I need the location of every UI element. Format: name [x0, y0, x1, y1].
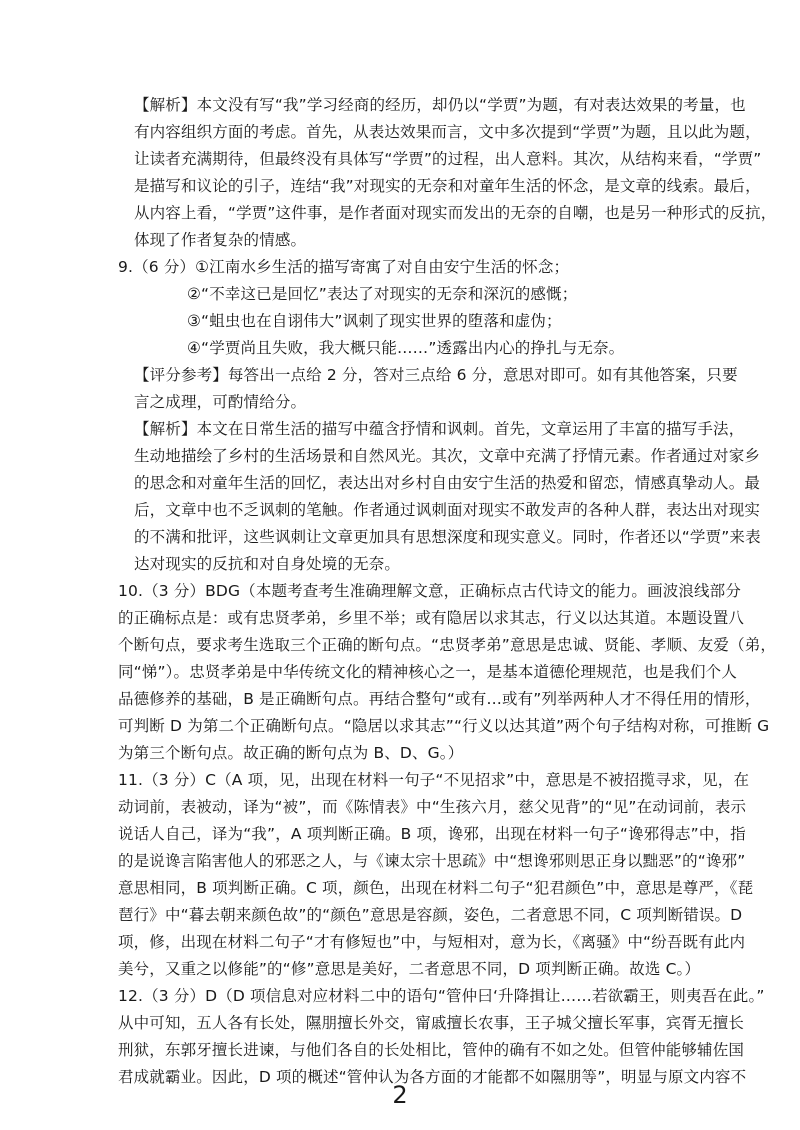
text-line: 言之成理，可酌情给分。: [134, 393, 307, 411]
text-line: 琶行》中“暮去朝来颜色故”的“颜色”意思是容颜，姿色，二者意思不同，C 项判断错误。D: [118, 906, 743, 924]
text-line: 的思念和对童年生活的回忆，表达出对乡村自由安宁生活的热爱和留恋，情感真挚动人。最: [134, 474, 761, 492]
text-line: 说话人自己，译为“我”，A 项判断正确。B 项，谗邪，出现在材料一句子“谗邪得志”中，指: [118, 825, 746, 843]
text-line: 刑狱，东郭牙擅长进谏，与他们各自的长处相比，管仲的确有不如之处。但管仲能够辅佐国: [118, 1041, 745, 1059]
question-11-answer: [118, 767, 754, 983]
question-12-answer: [118, 983, 765, 1091]
question-9-answer-points: [118, 281, 690, 362]
text-line: 从中可知，五人各有长处，隰朋擅长外交，甯戚擅长农事，王子城父擅长军事，宾胥无擅长: [118, 1014, 745, 1032]
answer-point: ②“不幸这已是回忆”表达了对现实的无奈和深沉的感慨；: [187, 285, 578, 303]
text-line: 品德修养的基础，B 是正确断句点。再结合整句“或有…或有”列举两种人才不得任用的情形，: [118, 690, 761, 708]
text-line: 君成就霸业。因此，D 项的概述“管仲认为各方面的才能都不如隰朋等”，明显与原文内容不: [118, 1068, 747, 1086]
text-line: 是描写和议论的引子，连结“我”对现实的无奈和对童年生活的怀念，是文章的线索。最后，: [134, 177, 761, 195]
analysis-paragraph-9: [118, 416, 761, 578]
text-line: 体现了作者复杂的情感。: [134, 231, 307, 249]
question-9-answer: [118, 254, 690, 281]
text-line: 达对现实的反抗和对自身处境的无奈。: [134, 555, 401, 573]
text-line: 为第三个断句点。故正确的断句点为 B、D、G。）: [118, 744, 464, 762]
text-line: 【评分参考】每答出一点给 2 分，答对三点给 6 分，意思对即可。如有其他答案，只要: [134, 366, 738, 384]
text-line: 美兮，又重之以修能”的“修”意思是美好，二者意思不同，D 项判断正确。故选 C。）: [118, 960, 701, 978]
text-line: 有内容组织方面的考虑。首先，从表达效果而言，文中多次提到“学贾”为题，且以此为题，: [134, 123, 761, 141]
text-line: 的正确标点是：或有忠贤孝弟，乡里不举；或有隐居以求其志，行义以达其道。本题设置八: [118, 609, 745, 627]
text-line: 的不满和批评，这些讽刺让文章更加具有思想深度和现实意义。同时，作者还以“学贾”来表: [134, 528, 761, 546]
text-line: 10.（3 分）BDG（本题考查考生准确理解文意，正确标点古代诗文的能力。画波浪线部分: [118, 582, 741, 600]
text-line: 动词前，表被动，译为“被”，而《陈情表》中“生孩六月，慈父见背”的“见”在动词前，表示: [118, 798, 747, 816]
answer-point: ③“蛆虫也在自诩伟大”讽刺了现实世界的堕落和虚伪；: [187, 312, 562, 330]
text-line: 11.（3 分）C（A 项，见，出现在材料一句子“不见招求”中，意思是不被招揽寻求，见，在: [118, 771, 750, 789]
text-line: 可判断 D 为第二个正确断句点。“隐居以求其志”“行义以达其道”两个句子结构对称，可推断 G: [118, 717, 770, 735]
text-line: 后，文章中也不乏讽刺的笔触。作者通过讽刺面对现实不敢发声的各种人群，表达出对现实: [134, 501, 761, 519]
answer-content: [118, 92, 777, 1091]
text-line: 12.（3 分）D（D 项信息对应材料二中的语句“管仲曰‘升降揖让……若欲霸王，则夷吾在此。”: [118, 987, 765, 1005]
text-line: 让读者充满期待，但最终没有具体写“学贾”的过程，出人意料。其次，从结构来看，“学贾”: [134, 150, 762, 168]
text-line: 意思相同，B 项判断正确。C 项，颜色，出现在材料二句子“犯君颜色”中，意思是尊严，《琵: [118, 879, 754, 897]
question-10-answer: [118, 578, 777, 767]
text-line: 【解析】本文没有写“我”学习经商的经历，却仍以“学贾”为题，有对表达效果的考量，也: [134, 96, 746, 114]
text-line: 【解析】本文在日常生活的描写中蕴含抒情和讽刺。首先，文章运用了丰富的描写手法，: [134, 420, 745, 438]
text-line: 个断句点，要求考生选取三个正确的断句点。“忠贤孝弟”意思是忠诚、贤能、孝顺、友爱（弟，: [118, 636, 777, 654]
answer-point: ④“学贾尚且失败，我大概只能……”透露出内心的挣扎与无奈。: [187, 339, 625, 357]
text-line: 项，修，出现在材料二句子“才有修短也”中，与短相对，意为长，《离骚》中“纷吾既有此内: [118, 933, 746, 951]
text-line: 的是说谗言陷害他人的邪恶之人，与《谏太宗十思疏》中“想谗邪则思正身以黜恶”的“谗邪”: [118, 852, 746, 870]
analysis-paragraph-8: [118, 92, 777, 254]
text-line: 从内容上看，“学贾”这件事，是作者面对现实而发出的无奈的自嘲，也是另一种形式的反抗，: [134, 204, 777, 222]
page-number: 2: [392, 1081, 408, 1109]
text-line: 生动地描绘了乡村的生活场景和自然风光。其次，文章中充满了抒情元素。作者通过对家乡: [134, 447, 761, 465]
scoring-reference: [118, 362, 738, 416]
text-line: 9.（6 分）①江南水乡生活的描写寄寓了对自由安宁生活的怀念；: [118, 258, 570, 276]
text-line: 同“悌”）。忠贤孝弟是中华传统文化的精神核心之一，是基本道德伦理规范，也是我们个人: [118, 663, 737, 681]
